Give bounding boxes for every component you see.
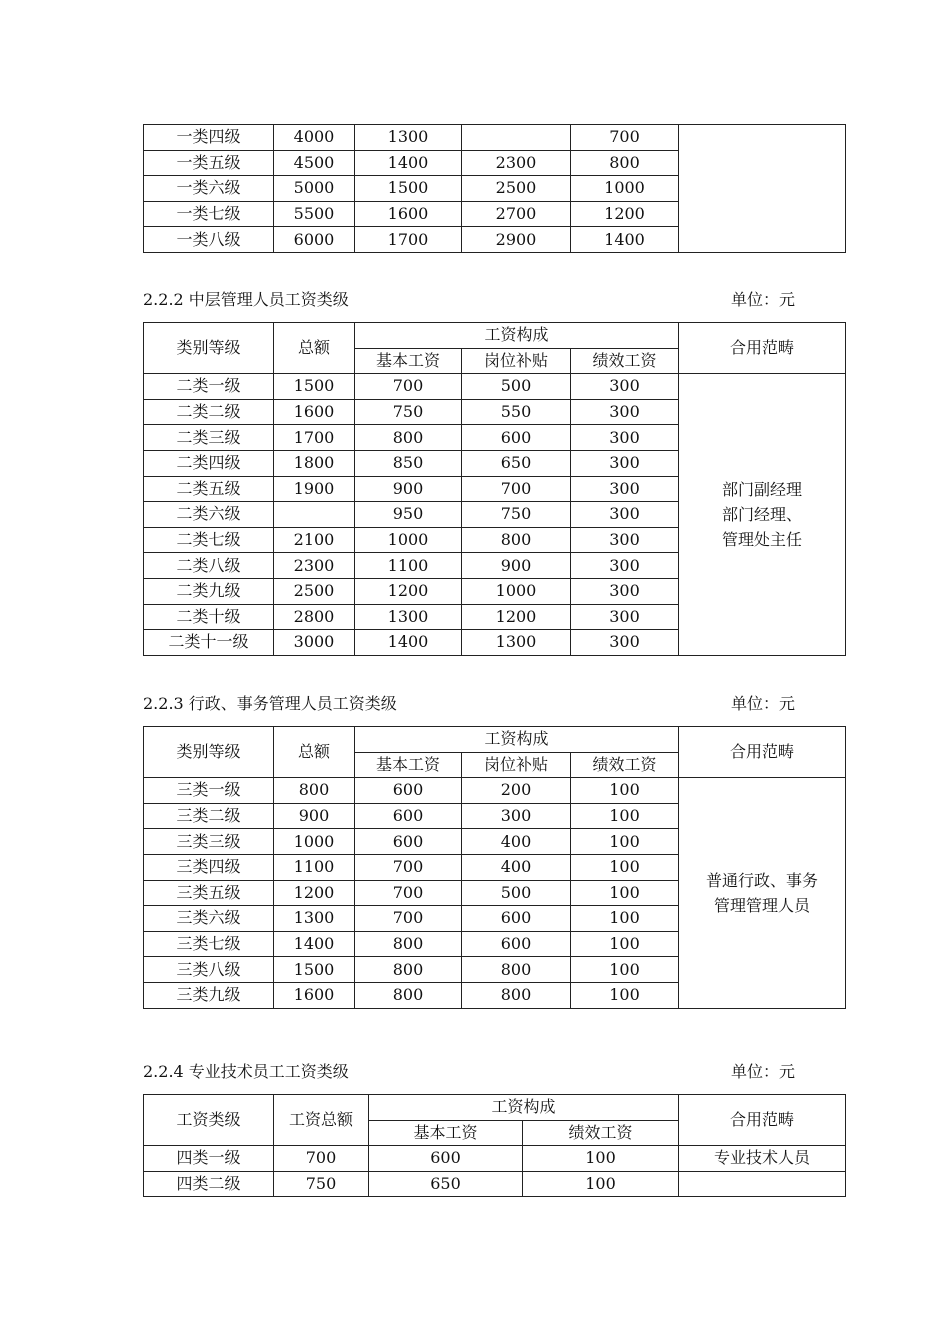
basic-salary-cell: 800: [355, 982, 462, 1008]
total-cell: 3000: [274, 630, 355, 656]
total-cell: 1600: [274, 982, 355, 1008]
section-heading-2-2-4: [143, 1061, 795, 1083]
grade-cell: 三类八级: [144, 957, 274, 983]
grade-cell: 四类二级: [144, 1171, 274, 1197]
allowance-cell: 650: [462, 450, 571, 476]
performance-cell: 300: [571, 476, 679, 502]
grade-cell: 二类四级: [144, 450, 274, 476]
total-cell: 1000: [274, 829, 355, 855]
grade-cell: 三类五级: [144, 880, 274, 906]
basic-salary-cell: 850: [355, 450, 462, 476]
section-title: 2.2.3 行政、事务管理人员工资类级: [143, 694, 397, 713]
total-cell: 1700: [274, 425, 355, 451]
header-basic-salary: 基本工资: [355, 752, 462, 778]
section-title: 2.2.2 中层管理人员工资类级: [143, 290, 349, 309]
performance-cell: 100: [571, 957, 679, 983]
basic-salary-cell: 1300: [355, 604, 462, 630]
scope-cell-empty: [679, 1171, 846, 1197]
total-cell: 1100: [274, 854, 355, 880]
total-cell: 6000: [274, 227, 355, 253]
allowance-cell: 500: [462, 374, 571, 400]
grade-cell: 二类六级: [144, 502, 274, 528]
performance-cell: 100: [571, 931, 679, 957]
performance-cell: 100: [571, 854, 679, 880]
allowance-cell: [462, 125, 571, 151]
header-grade: 类别等级: [144, 323, 274, 374]
total-cell: [274, 502, 355, 528]
total-cell: 1300: [274, 906, 355, 932]
salary-table-administrative-staff: [143, 726, 846, 1009]
total-cell: 5500: [274, 201, 355, 227]
section-title: 2.2.4 专业技术员工工资类级: [143, 1062, 349, 1081]
scope-line: 部门经理、: [721, 504, 802, 524]
performance-cell: 300: [571, 578, 679, 604]
allowance-cell: 800: [462, 982, 571, 1008]
basic-salary-cell: 750: [355, 399, 462, 425]
salary-table-class-1: [143, 124, 846, 253]
performance-cell: 100: [523, 1146, 679, 1172]
grade-cell: 四类一级: [144, 1146, 274, 1172]
basic-salary-cell: 800: [355, 425, 462, 451]
total-cell: 1800: [274, 450, 355, 476]
basic-salary-cell: 1600: [355, 201, 462, 227]
grade-cell: 二类九级: [144, 578, 274, 604]
header-scope: 合用范畴: [679, 1095, 846, 1146]
allowance-cell: 200: [462, 778, 571, 804]
total-cell: 4000: [274, 125, 355, 151]
section-heading-2-2-3: [143, 693, 795, 715]
total-cell: 1500: [274, 957, 355, 983]
basic-salary-cell: 650: [369, 1171, 523, 1197]
grade-cell: 三类三级: [144, 829, 274, 855]
basic-salary-cell: 1500: [355, 176, 462, 202]
grade-cell: 二类二级: [144, 399, 274, 425]
allowance-cell: 2700: [462, 201, 571, 227]
basic-salary-cell: 600: [355, 778, 462, 804]
allowance-cell: 1300: [462, 630, 571, 656]
performance-cell: 100: [571, 803, 679, 829]
allowance-cell: 400: [462, 854, 571, 880]
header-grade: 类别等级: [144, 727, 274, 778]
header-grade: 工资类级: [144, 1095, 274, 1146]
scope-cell: [679, 125, 846, 253]
header-total: 总额: [274, 323, 355, 374]
basic-salary-cell: 1100: [355, 553, 462, 579]
grade-cell: 一类五级: [144, 150, 274, 176]
basic-salary-cell: 900: [355, 476, 462, 502]
basic-salary-cell: 1400: [355, 630, 462, 656]
total-cell: 5000: [274, 176, 355, 202]
total-cell: 4500: [274, 150, 355, 176]
allowance-cell: 2500: [462, 176, 571, 202]
grade-cell: 三类六级: [144, 906, 274, 932]
header-performance: 绩效工资: [571, 348, 679, 374]
performance-cell: 300: [571, 553, 679, 579]
allowance-cell: 800: [462, 957, 571, 983]
header-total: 工资总额: [274, 1095, 369, 1146]
basic-salary-cell: 800: [355, 957, 462, 983]
table-row: [144, 1171, 846, 1197]
header-composition: 工资构成: [355, 727, 679, 753]
total-cell: 2500: [274, 578, 355, 604]
basic-salary-cell: 700: [355, 880, 462, 906]
basic-salary-cell: 700: [355, 374, 462, 400]
grade-cell: 三类二级: [144, 803, 274, 829]
allowance-cell: 500: [462, 880, 571, 906]
total-cell: 1400: [274, 931, 355, 957]
basic-salary-cell: 950: [355, 502, 462, 528]
grade-cell: 三类四级: [144, 854, 274, 880]
total-cell: 2100: [274, 527, 355, 553]
grade-cell: 二类五级: [144, 476, 274, 502]
allowance-cell: 600: [462, 425, 571, 451]
unit-label: 单位：元: [730, 694, 795, 713]
performance-cell: 1400: [571, 227, 679, 253]
allowance-cell: 1000: [462, 578, 571, 604]
basic-salary-cell: 1300: [355, 125, 462, 151]
performance-cell: 300: [571, 527, 679, 553]
allowance-cell: 300: [462, 803, 571, 829]
table-row: [144, 778, 846, 804]
allowance-cell: 2300: [462, 150, 571, 176]
header-scope: 合用范畴: [679, 323, 846, 374]
performance-cell: 300: [571, 502, 679, 528]
basic-salary-cell: 1000: [355, 527, 462, 553]
grade-cell: 一类六级: [144, 176, 274, 202]
allowance-cell: 700: [462, 476, 571, 502]
basic-salary-cell: 1400: [355, 150, 462, 176]
allowance-cell: 2900: [462, 227, 571, 253]
header-total: 总额: [274, 727, 355, 778]
performance-cell: 100: [523, 1171, 679, 1197]
grade-cell: 一类七级: [144, 201, 274, 227]
basic-salary-cell: 600: [355, 803, 462, 829]
grade-cell: 二类七级: [144, 527, 274, 553]
header-basic-salary: 基本工资: [355, 348, 462, 374]
grade-cell: 二类十一级: [144, 630, 274, 656]
header-basic-salary: 基本工资: [369, 1120, 523, 1146]
grade-cell: 三类七级: [144, 931, 274, 957]
performance-cell: 300: [571, 374, 679, 400]
scope-cell: 专业技术人员: [679, 1146, 846, 1172]
header-allowance: 岗位补贴: [462, 348, 571, 374]
performance-cell: 800: [571, 150, 679, 176]
grade-cell: 二类三级: [144, 425, 274, 451]
total-cell: 2800: [274, 604, 355, 630]
salary-table-technical-staff: [143, 1094, 846, 1197]
grade-cell: 三类一级: [144, 778, 274, 804]
scope-cell: [679, 778, 846, 1008]
total-cell: 800: [274, 778, 355, 804]
total-cell: 700: [274, 1146, 369, 1172]
allowance-cell: 750: [462, 502, 571, 528]
total-cell: 1200: [274, 880, 355, 906]
scope-line: 管理管理人员: [713, 895, 810, 915]
grade-cell: 一类八级: [144, 227, 274, 253]
scope-line: 管理处主任: [721, 529, 802, 549]
performance-cell: 300: [571, 450, 679, 476]
total-cell: 900: [274, 803, 355, 829]
total-cell: 750: [274, 1171, 369, 1197]
basic-salary-cell: 800: [355, 931, 462, 957]
basic-salary-cell: 600: [355, 829, 462, 855]
total-cell: 1600: [274, 399, 355, 425]
header-allowance: 岗位补贴: [462, 752, 571, 778]
grade-cell: 二类一级: [144, 374, 274, 400]
scope-line: 部门副经理: [721, 479, 802, 499]
allowance-cell: 800: [462, 527, 571, 553]
performance-cell: 300: [571, 604, 679, 630]
allowance-cell: 900: [462, 553, 571, 579]
allowance-cell: 600: [462, 906, 571, 932]
header-row: [144, 1095, 846, 1121]
allowance-cell: 400: [462, 829, 571, 855]
performance-cell: 300: [571, 630, 679, 656]
grade-cell: 一类四级: [144, 125, 274, 151]
table-row: [144, 1146, 846, 1172]
allowance-cell: 550: [462, 399, 571, 425]
allowance-cell: 600: [462, 931, 571, 957]
scope-line: 普通行政、事务: [705, 870, 818, 890]
basic-salary-cell: 700: [355, 906, 462, 932]
total-cell: 1900: [274, 476, 355, 502]
performance-cell: 100: [571, 906, 679, 932]
performance-cell: 100: [571, 982, 679, 1008]
performance-cell: 1000: [571, 176, 679, 202]
basic-salary-cell: 600: [369, 1146, 523, 1172]
unit-label: 单位：元: [730, 1062, 795, 1081]
header-composition: 工资构成: [355, 323, 679, 349]
basic-salary-cell: 700: [355, 854, 462, 880]
header-composition: 工资构成: [369, 1095, 679, 1121]
performance-cell: 300: [571, 425, 679, 451]
performance-cell: 100: [571, 778, 679, 804]
basic-salary-cell: 1200: [355, 578, 462, 604]
grade-cell: 二类十级: [144, 604, 274, 630]
performance-cell: 1200: [571, 201, 679, 227]
header-performance: 绩效工资: [571, 752, 679, 778]
table-row: [144, 374, 846, 400]
salary-table-middle-management: [143, 322, 846, 656]
header-row: [144, 323, 846, 349]
performance-cell: 100: [571, 880, 679, 906]
performance-cell: 300: [571, 399, 679, 425]
scope-cell: [679, 374, 846, 656]
table-row: [144, 125, 846, 151]
unit-label: 单位：元: [730, 290, 795, 309]
allowance-cell: 1200: [462, 604, 571, 630]
grade-cell: 三类九级: [144, 982, 274, 1008]
performance-cell: 700: [571, 125, 679, 151]
total-cell: 2300: [274, 553, 355, 579]
total-cell: 1500: [274, 374, 355, 400]
header-performance: 绩效工资: [523, 1120, 679, 1146]
section-heading-2-2-2: [143, 289, 795, 311]
performance-cell: 100: [571, 829, 679, 855]
header-scope: 合用范畴: [679, 727, 846, 778]
grade-cell: 二类八级: [144, 553, 274, 579]
basic-salary-cell: 1700: [355, 227, 462, 253]
header-row: [144, 727, 846, 753]
